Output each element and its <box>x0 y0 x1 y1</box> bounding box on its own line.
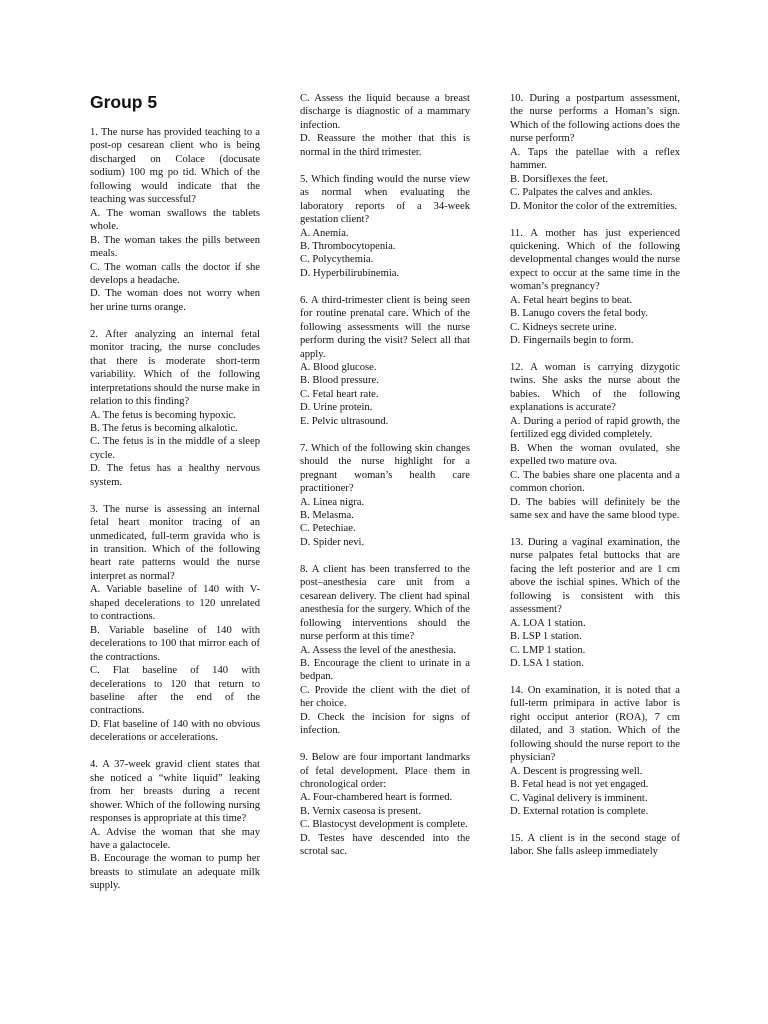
question-stem: 3. The nurse is assessing an internal fetal heart monitor tracing of an unmedicated, full-term gravida who is in transition. Which of the following heart rate patterns would the nurse interpret as normal? <box>90 503 260 582</box>
question-4-continued <box>300 92 470 159</box>
option-d: D. Check the incision for signs of infection. <box>300 711 470 737</box>
option-d: D. The woman does not worry when her urine turns orange. <box>90 288 260 313</box>
column-2 <box>300 92 470 872</box>
option-a: A. Descent is progressing well. <box>510 765 643 777</box>
option-c: C. Vaginal delivery is imminent. <box>510 792 648 804</box>
option-a: A. Assess the level of the anesthesia. <box>300 644 456 656</box>
column-1 <box>90 92 260 906</box>
question-1 <box>90 126 260 314</box>
option-b: B. LSP 1 station. <box>510 631 582 643</box>
question-stem: 10. During a postpartum assessment, the nurse performs a Homan’s sign. Which of the following actions does the nurse perform? <box>510 93 680 145</box>
option-a: A. Anemia. <box>300 227 349 239</box>
option-c: C. Fetal heart rate. <box>300 388 379 400</box>
option-b: B. The woman takes the pills between meals. <box>90 234 260 260</box>
question-stem: 13. During a vaginal examination, the nurse palpates fetal buttocks that are facing the left posterior and are 1 cm above the ischial spines. Which of the following is consistent with this assessment? <box>510 536 680 616</box>
option-b: B. Dorsiflexes the feet. <box>510 173 608 185</box>
option-b: B. Variable baseline of 140 with decelerations to 100 that mirror each of the contractions. <box>90 624 260 663</box>
question-stem: 6. A third-trimester client is being seen for routine prenatal care. Which of the following assessments will the nurse perform during the visit? Select all that apply. <box>300 294 470 360</box>
option-a: A. Variable baseline of 140 with V-shaped decelerations to 120 unrelated to contractions. <box>90 584 260 623</box>
option-b: B. Melasma. <box>300 510 354 521</box>
page-title: Group 5 <box>90 92 158 112</box>
option-a: A. LOA 1 station. <box>510 617 586 629</box>
option-b: B. Thrombocytopenia. <box>300 240 396 252</box>
question-stem: 14. On examination, it is noted that a full-term primipara in active labor is right occiput anterior (ROA), 7 cm dilated, and 3 station. Which of the following should the nurse report to the physician? <box>510 684 680 764</box>
option-b: B. When the woman ovulated, she expelled two mature ova. <box>510 442 680 468</box>
option-a: A. Four-chambered heart is formed. <box>300 792 453 804</box>
question-3 <box>90 503 260 745</box>
option-c: C. Palpates the calves and ankles. <box>510 187 653 199</box>
option-c: C. The fetus is in the middle of a sleep cycle. <box>90 436 260 461</box>
option-d: D. Reassure the mother that this is normal in the third trimester. <box>300 133 470 158</box>
option-a: A. Advise the woman that she may have a galactocele. <box>90 826 260 851</box>
option-c: C. Polycythemia. <box>300 254 374 266</box>
option-b: B. Lanugo covers the fetal body. <box>510 308 648 320</box>
option-c: C. LMP 1 station. <box>510 644 586 656</box>
option-a: A. The fetus is becoming hypoxic. <box>90 409 237 421</box>
option-c: C. Blastocyst development is complete. <box>300 819 468 831</box>
question-stem: 12. A woman is carrying dizygotic twins. She asks the nurse about the babies. Which of the following explanations is accurate? <box>510 362 680 414</box>
option-b: B. Fetal head is not yet engaged. <box>510 779 649 791</box>
option-c: C. Provide the client with the diet of her choice. <box>300 684 470 710</box>
question-stem: 8. A client has been transferred to the post–anesthesia care unit from a cesarean delivery. The client had spinal anesthesia for the surgery. Which of the following interventions should the nurse perform at this time? <box>300 563 470 643</box>
question-11 <box>510 227 680 348</box>
option-c: C. Flat baseline of 140 with decelerations to 120 that return to baseline after the end of the contractions. <box>90 665 260 717</box>
option-d: D. Monitor the color of the extremities. <box>510 200 678 212</box>
question-7 <box>300 442 470 550</box>
option-d: D. Fingernails begin to form. <box>510 335 634 347</box>
option-b: B. Encourage the client to urinate in a bedpan. <box>300 657 470 683</box>
question-10 <box>510 92 680 213</box>
option-d: D. Flat baseline of 140 with no obvious decelerations or accelerations. <box>90 718 260 744</box>
option-c: C. The woman calls the doctor if she develops a headache. <box>90 261 260 286</box>
option-b: B. Encourage the woman to pump her breasts to stimulate an adequate milk supply. <box>90 853 260 892</box>
option-b: B. The fetus is becoming alkalotic. <box>90 422 238 434</box>
question-stem: 2. After analyzing an internal fetal monitor tracing, the nurse concludes that there is moderate short-term variability. Which of the following interpretations should the nurse make in relation to this finding? <box>90 328 260 408</box>
option-d: D. External rotation is complete. <box>510 805 649 817</box>
option-a: A. Blood glucose. <box>300 362 377 374</box>
question-stem: 7. Which of the following skin changes should the nurse highlight for a pregnant woman’s health care practitioner? <box>300 442 470 495</box>
question-13 <box>510 536 680 671</box>
question-12 <box>510 361 680 522</box>
option-d: D. Hyperbilirubinemia. <box>300 267 400 279</box>
column-3 <box>510 92 680 872</box>
question-stem: 9. Below are four important landmarks of fetal development. Place them in chronological order: <box>300 752 470 791</box>
option-e: E. Pelvic ultrasound. <box>300 415 389 427</box>
option-b: B. Blood pressure. <box>300 375 379 387</box>
option-a: A. Fetal heart begins to beat. <box>510 294 633 306</box>
option-c: C. Assess the liquid because a breast discharge is diagnostic of a mammary infection. <box>300 93 470 131</box>
question-stem: 11. A mother has just experienced quickening. Which of the following developmental changes would the nurse expect to occur at the same time in the woman’s pregnancy? <box>510 227 680 293</box>
option-a: A. Taps the patellae with a reflex hammer. <box>510 146 680 172</box>
option-a: A. The woman swallows the tablets whole. <box>90 207 260 233</box>
option-d: D. The babies will definitely be the same sex and have the same blood type. <box>510 496 680 522</box>
question-stem: 15. A client is in the second stage of labor. She falls asleep immediately <box>510 832 680 858</box>
option-c: C. The babies share one placenta and a common chorion. <box>510 469 680 495</box>
question-9 <box>300 751 470 859</box>
question-4 <box>90 758 260 893</box>
option-b: B. Vernix caseosa is present. <box>300 805 422 817</box>
option-d: D. Urine protein. <box>300 402 373 414</box>
question-8 <box>300 563 470 738</box>
option-d: D. The fetus has a healthy nervous system. <box>90 463 260 488</box>
option-a: A. Linea nigra. <box>300 496 365 508</box>
option-d: D. Testes have descended into the scrotal sac. <box>300 832 470 858</box>
option-a: A. During a period of rapid growth, the fertilized egg divided completely. <box>510 415 680 441</box>
question-6 <box>300 294 470 429</box>
question-2 <box>90 328 260 489</box>
option-c: C. Kidneys secrete urine. <box>510 321 617 333</box>
question-5 <box>300 173 470 281</box>
question-stem: 4. A 37-week gravid client states that she noticed a “white liquid” leaking from her breasts during a recent shower. Which of the following nursing responses is appropriate at this time? <box>90 759 260 825</box>
option-d: D. LSA 1 station. <box>510 657 584 669</box>
question-14 <box>510 684 680 819</box>
option-c: C. Petechiae. <box>300 523 356 535</box>
question-stem: 5. Which finding would the nurse view as normal when evaluating the laboratory reports of a 34-week gestation client? <box>300 173 470 226</box>
question-15 <box>510 832 680 859</box>
question-stem: 1. The nurse has provided teaching to a post-op cesarean client who is being discharged on Colace (docusate sodium) 100 mg po tid. Which of the following would indicate that the teaching was successful? <box>90 127 260 206</box>
option-d: D. Spider nevi. <box>300 536 365 548</box>
